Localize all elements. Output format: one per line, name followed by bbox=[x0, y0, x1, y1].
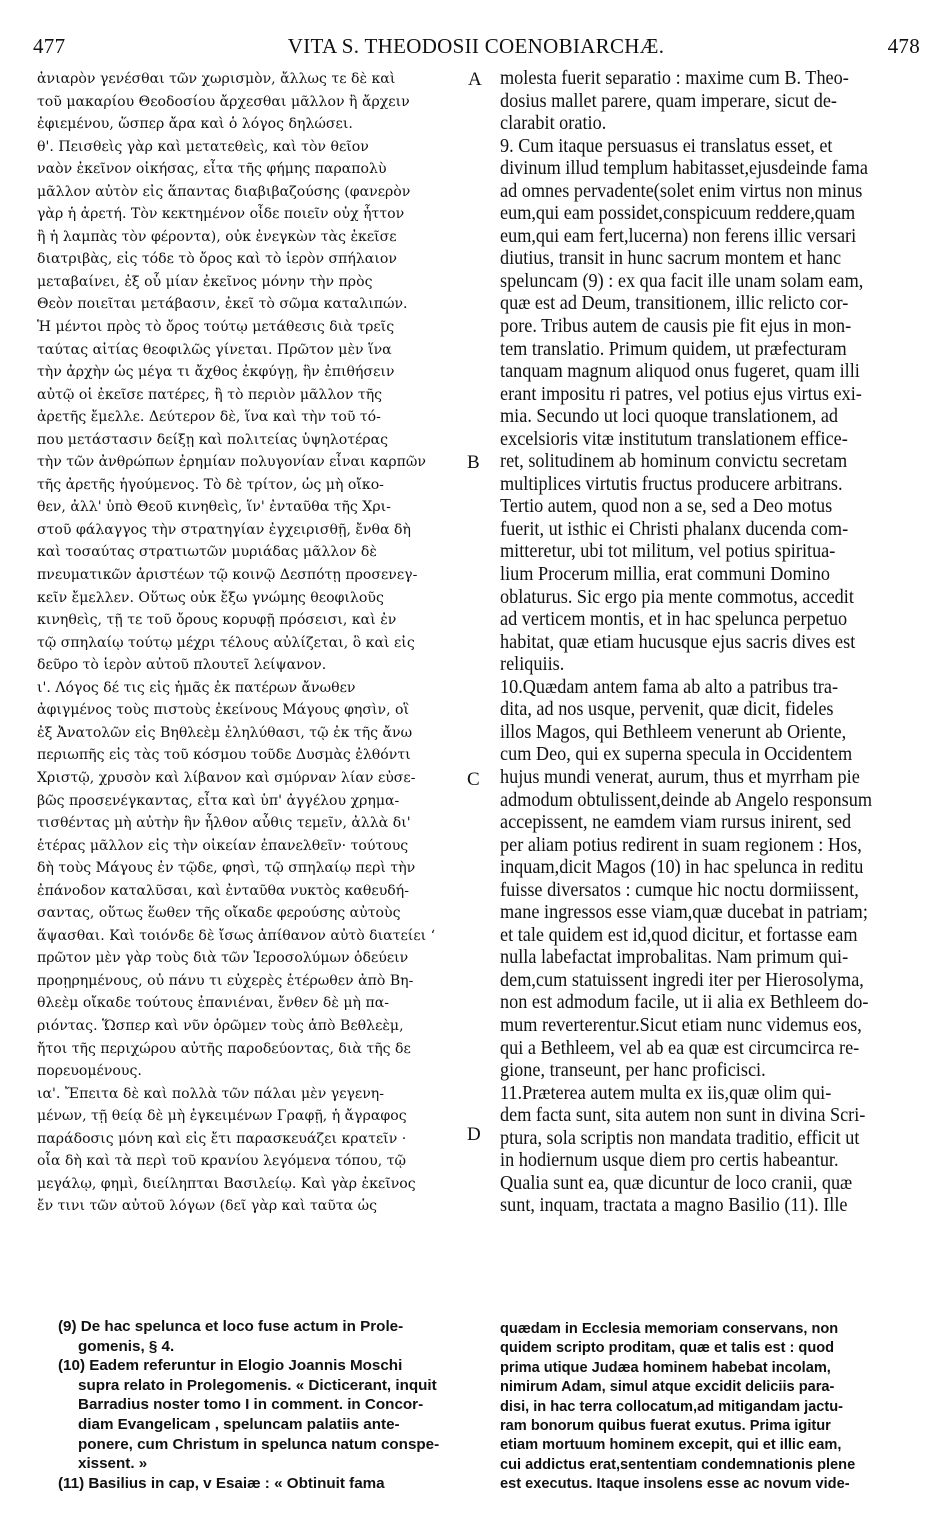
margin-letter-c: C bbox=[467, 769, 480, 790]
greek-text-line: ἅψασθαι. Καὶ τοιόνδε δὲ ἴσως ἀπίθανον αὐτὸ διατείει ‘ bbox=[37, 927, 436, 944]
latin-text-line: 11.Præterea autem multa ex iis,quæ olim qui- bbox=[500, 1082, 832, 1104]
greek-text-line: ι'. Λόγος δέ τις εἰς ἡμᾶς ἐκ πατέρων ἄνωθεν bbox=[37, 679, 356, 696]
latin-text-line: quæ est ad Deum, transitionem, illic relicto cor- bbox=[500, 293, 849, 315]
latin-text-line: eum,qui eam fert,lucerna) non ferens illic versari bbox=[500, 225, 857, 247]
footnote-line: (11) Basilius in cap, v Esaiæ : « Obtinuit fama bbox=[58, 1474, 385, 1492]
latin-text-line: reliquiis. bbox=[500, 654, 565, 676]
latin-text-line: hujus mundi venerat, aurum, thus et myrrham pie bbox=[500, 766, 860, 788]
latin-text-line: mum reverterentur.Sicut etiam nunc videmus eos, bbox=[500, 1014, 862, 1036]
greek-text-line: ἀρετῆς ἔμελλε. Δεύτερον δὲ, ἵνα καὶ τὴν τοῦ τό- bbox=[37, 409, 381, 426]
latin-text-line: inquam,dicit Magos (10) in hac spelunca in reditu bbox=[500, 857, 864, 879]
greek-text-line: τῆς ἀρετῆς ἡγούμενος. Τὸ δὲ τρίτον, ὡς μὴ οἴκο- bbox=[37, 476, 384, 493]
greek-text-line: ριόντας. Ὥσπερ καὶ νῦν ὁρῶμεν τοὺς ἀπὸ Βεθλεὲμ, bbox=[37, 1017, 404, 1034]
latin-text-line: speluncam (9) : ex qua facit ille unam solam eam, bbox=[500, 270, 864, 292]
latin-text-line: diutius, transit in hunc sacrum montem et hanc bbox=[500, 248, 842, 270]
latin-text-line: qui a Bethleem, vel ab ea quæ est circumcirca re- bbox=[500, 1037, 860, 1059]
greek-text-line: καὶ τοσαύτας στρατιωτῶν μυριάδας μᾶλλον δὲ bbox=[37, 544, 377, 561]
greek-text-line: τῷ σπηλαίῳ τούτῳ μέχρι τέλους αὐλίζεται, ὃ καὶ εἰς bbox=[37, 634, 415, 651]
footnote-line: nimirum Adam, simul atque excidit deliciis para- bbox=[500, 1379, 835, 1396]
greek-text-line: τισθέντας μὴ αὐτὴν ἣν ἦλθον αὖθις τεμεῖν, ἀλλὰ δι' bbox=[37, 815, 411, 832]
greek-text-line: κινηθεὶς, τῇ τε τοῦ ὄρους κορυφῇ πρόσεισι, καὶ ἐν bbox=[37, 612, 397, 629]
margin-letter-b: B bbox=[467, 452, 480, 473]
latin-text-line: ret, solitudinem ab hominum convictu secretam bbox=[500, 451, 848, 473]
latin-text-line: mia. Secundo ut loci quoque translationem, ad bbox=[500, 406, 839, 428]
greek-text-line: που μετάστασιν δείξῃ καὶ πολιτείας ὑψηλοτέρας bbox=[37, 431, 389, 448]
footnotes-right bbox=[500, 1320, 920, 1495]
greek-text-line: ἤτοι τῆς περιχώρου αὐτῆς παροδεύοντας, διὰ τῆς δε bbox=[37, 1040, 411, 1057]
latin-text-line: accepissent, ne eamdem viam rursus inirent, sed bbox=[500, 812, 852, 834]
latin-text-line: molesta fuerit separatio : maxime cum B. Theo- bbox=[500, 68, 849, 89]
latin-text-line: habitat, quæ etiam hucusque ejus sacris dives est bbox=[500, 631, 856, 653]
footnote-line: supra relato in Prolegomenis. « Dicticerant, inquit bbox=[78, 1376, 437, 1394]
latin-text-line: 9. Cum itaque persuasus ei translatus esset, et bbox=[500, 135, 833, 157]
greek-text-line: μένων, τῇ θείᾳ δὲ μὴ ἐγκειμένων Γραφῇ, ἡ ἄγραφος bbox=[37, 1108, 407, 1125]
greek-text-line: ἀνιαρὸν γενέσθαι τῶν χωρισμὸν, ἄλλως τε δὲ καὶ bbox=[37, 71, 396, 87]
latin-text-line: oblaturus. Sic ergo pia mente commotus, accedit bbox=[500, 586, 854, 608]
greek-text-line: διατριβὰς, εἰς τόδε τὸ ὄρος καὶ τὸ ἱερὸν σπήλαιον bbox=[37, 251, 397, 268]
greek-text-line: πρῶτον μὲν γὰρ τοὺς διὰ τῶν Ἱεροσολύμων ὁδεύειν bbox=[37, 950, 409, 967]
latin-text-line: fuerit, ut isthic ei Christi phalanx ducenda com- bbox=[500, 518, 849, 540]
latin-text-line: dita, ad nos usque, pervenit, quæ dicit, fideles bbox=[500, 699, 834, 721]
greek-text-line: Χριστῷ, χρυσὸν καὶ λίβανον καὶ σμύρναν λίαν εὐσε- bbox=[37, 769, 416, 786]
footnote-line: ponere, cum Christum in spelunca natum conspe- bbox=[78, 1435, 440, 1453]
latin-text-line: erant impositu ri patres, vel potius ejus virtus exi- bbox=[500, 383, 862, 405]
greek-text-line: γὰρ ἡ ἀρετή. Τὸν κεκτημένον οἶδε ποιεῖν οὐχ ἧττον bbox=[37, 206, 405, 223]
footnotes-left bbox=[58, 1317, 478, 1493]
greek-text-line: ἀφιγμένος τοὺς πιστοὺς ἐκείνους Μάγους φησὶν, οἳ bbox=[37, 702, 410, 719]
running-header bbox=[0, 34, 952, 62]
greek-text-line: αὐτῷ οἱ ἐκεῖσε πατέρες, ἢ τὸ περιὸν μᾶλλον τῆς bbox=[37, 386, 383, 403]
greek-text-line: τοῦ μακαρίου Θεοδοσίου ἄρχεσθαι μᾶλλον ἢ ἄρχειν bbox=[37, 93, 410, 110]
greek-text-line: βῶς προσενέγκαντας, εἶτα καὶ ὑπ' ἀγγέλου χρημα- bbox=[37, 792, 400, 809]
latin-text-line: per aliam potius redirent in suam regionem : Hos, bbox=[500, 834, 862, 856]
greek-column bbox=[37, 68, 465, 1218]
greek-text-line: θλεὲμ οἴκαδε τούτους ἐπανιέναι, ἔνθεν δὲ μὴ πα- bbox=[37, 995, 390, 1012]
latin-text-line: illos Magos, qui Bethleem venerunt ab Oriente, bbox=[500, 721, 847, 743]
latin-text-line: gione, transeunt, per hanc proficisci. bbox=[500, 1060, 766, 1082]
latin-text-line: ptura, sola scriptis non mandata traditio, efficit ut bbox=[500, 1127, 860, 1149]
greek-text-line: ἐφιεμένου, ὥσπερ ἄρα καὶ ὁ λόγος δηλώσει. bbox=[37, 116, 353, 133]
footnote-line: prima utique Judæa hominem habebat incolam, bbox=[500, 1359, 831, 1376]
greek-text-line: θεν, ἀλλ' ὑπὸ Θεοῦ κινηθεὶς, ἵν' ἐνταῦθα τῆς Χρι- bbox=[37, 499, 391, 516]
latin-text-line: tanquam magnum aliquod onus fugeret, quam illi bbox=[500, 361, 860, 383]
latin-text-line: non est admodum facile, ut ii alia ex Bethleem do- bbox=[500, 992, 869, 1014]
latin-text-line: excelsioris vitæ institutum translationem effice- bbox=[500, 428, 848, 450]
greek-text-line: θ'. Πεισθεὶς γὰρ καὶ μετατεθεὶς, καὶ τὸν θεῖον bbox=[37, 138, 369, 155]
latin-text-line: fuisse diversatos : cumque hic noctu dormiissent, bbox=[500, 879, 859, 901]
footnote-line: quædam in Ecclesia memoriam conservans, non bbox=[500, 1321, 839, 1337]
greek-text-line: οἷα δὴ καὶ τὰ περὶ τοῦ κρανίου λεγόμενα τόπου, τῷ bbox=[37, 1153, 406, 1170]
footnote-line: cui addictus erat,sententiam condemnationis plene bbox=[500, 1456, 856, 1473]
footnote-line: disi, in hac terra collocatum,ad mitigandam jactu- bbox=[500, 1398, 844, 1415]
footnote-line: (9) De hac spelunca et loco fuse actum in Prole- bbox=[58, 1318, 404, 1335]
margin-letter-a: A bbox=[468, 69, 482, 90]
greek-text-line: περιωπῆς εἰς τὰς τοῦ κόσμου τοῦδε Δυσμὰς ἐλθόντι bbox=[37, 747, 411, 764]
greek-text-line: Θεὸν ποιεῖται μετάβασιν, ἐκεῖ τὸ σῶμα καταλιπών. bbox=[37, 296, 408, 313]
greek-text-line: ἢ ἡ λαμπὰς τὸν φέροντα), οὐκ ἐνεγκὼν τὰς ἐκεῖσε bbox=[37, 228, 397, 245]
page-number-left: 477 bbox=[33, 34, 66, 58]
greek-text-line: ἐπάνοδον καταλῦσαι, καὶ ἐνταῦθα νυκτὸς καθευδή- bbox=[37, 882, 409, 899]
greek-text-line: ἑτέρας μᾶλλον εἰς τὴν οἰκείαν ἐπανελθεῖν· τούτους bbox=[37, 837, 409, 854]
greek-text-line: τὴν τῶν ἀνθρώπων ἐρημίαν πολυγονίαν εἶναι καρπῶν bbox=[37, 454, 426, 471]
footnote-line: Barradius noster tomo I in comment. in Concor- bbox=[78, 1396, 424, 1414]
greek-text-line: δεῦρο τὸ ἱερὸν αὐτοῦ πλουτεῖ λείψανον. bbox=[37, 657, 327, 674]
footnote-line: diam Evangelicam , speluncam palatiis ante- bbox=[78, 1415, 400, 1433]
footnote-line: gomenis, § 4. bbox=[78, 1337, 175, 1355]
latin-text-line: dem,cum statuissent ingredi iter per Hierosolyma, bbox=[500, 969, 864, 991]
greek-text-line: δὴ τοὺς Μάγους ἐν τῷδε, φησὶ, τῷ σπηλαίῳ περὶ τὴν bbox=[37, 860, 416, 877]
greek-text-line: κεῖν ἔμελλεν. Οὕτως οὐκ ἔξω γνώμης θεοφιλοῦς bbox=[37, 589, 384, 606]
greek-text-line: παράδοσις μόνη καὶ εἰς ἔτι παρασκευάζει κρατεῖν · bbox=[37, 1130, 407, 1147]
footnote-line: etiam mortuum hominem excepit, qui et illic eam, bbox=[500, 1437, 842, 1454]
latin-text-line: Qualia sunt ea, quæ dicuntur de loco cranii, quæ bbox=[500, 1172, 853, 1194]
greek-text-line: προῃρημένους, οὐ πάνυ τι εὐχερὲς ἑτέρωθεν ἀπὸ Βη- bbox=[37, 972, 414, 989]
latin-text-line: nulla labefactat improbalitas. Nam primum qui- bbox=[500, 947, 849, 969]
margin-letter-d: D bbox=[467, 1124, 481, 1145]
latin-text-line: ad verticem montis, et in hac spelunca perpetuo bbox=[500, 609, 848, 631]
latin-text-line: sunt, inquam, tractata a magno Basilio (11). Ille bbox=[500, 1195, 848, 1217]
latin-text-line: dosius mallet parere, quam imperare, sicut de- bbox=[500, 90, 837, 112]
latin-text-line: mitteretur, ubi tot militum, vel potius spiritua- bbox=[500, 541, 836, 563]
greek-text-line: ἔν τινι τῶν αὐτοῦ λόγων (δεῖ γὰρ καὶ ταῦτα ὡς bbox=[37, 1198, 378, 1215]
latin-text-line: 10.Quædam antem fama ab alto a patribus tra- bbox=[500, 676, 839, 698]
latin-text-line: ad omnes pervadente(solet enim virtus non minus bbox=[500, 180, 863, 202]
greek-text-line: μεταβαίνει, ἐξ οὗ μίαν ἐκεῖνος μόνην τὴν πρὸς bbox=[37, 273, 373, 290]
latin-text-line: Tertio autem, quod non a se, sed a Deo motus bbox=[500, 496, 833, 518]
footnote-line: quidem scripto proditam, quæ et talis est : quod bbox=[500, 1340, 835, 1357]
page-number-right: 478 bbox=[887, 34, 920, 58]
latin-text-line: in hodiernum usque diem pro certis habeantur. bbox=[500, 1150, 839, 1172]
greek-text-line: τὴν ἀρχὴν ὡς μέγα τι ἄχθος ἐκφύγῃ, ἣν ἐπιθήσειν bbox=[37, 364, 395, 381]
latin-text-line: admodum obtulissent,deinde ab Angelo responsum bbox=[500, 789, 872, 811]
greek-text-line: ἐξ Ἀνατολῶν εἰς Βηθλεὲμ ἐληλύθασι, τῷ ἐκ τῆς ἄνω bbox=[37, 724, 413, 741]
latin-text-line: pore. Tribus autem de causis pie fit ejus in mon- bbox=[500, 316, 852, 338]
footnote-line: ram bonorum quibus fuerat exutus. Prima igitur bbox=[500, 1417, 831, 1434]
latin-text-line: mane ingressos esse viam,quæ ducebat in patriam; bbox=[500, 902, 868, 924]
greek-text-line: πορευομένους. bbox=[37, 1063, 142, 1080]
greek-text-line: ταύτας αἰτίας θεοφιλῶς γίνεται. Πρῶτον μὲν ἵνα bbox=[37, 341, 392, 358]
latin-text-line: eum,qui eam possidet,conspicuum reddere,quam bbox=[500, 203, 856, 225]
latin-column bbox=[500, 68, 917, 1218]
greek-text-line: ια'. Ἔπειτα δὲ καὶ πολλὰ τῶν πάλαι μὲν γεγενη- bbox=[37, 1085, 385, 1102]
latin-text-line: divinum illud templum habitasset,ejusdeinde fama bbox=[500, 158, 868, 180]
greek-text-line: ναὸν ἐκεῖνον οἰκήσας, εἶτα τῆς φήμης παραπολὺ bbox=[37, 161, 387, 178]
greek-text-line: μᾶλλον αὐτὸν εἰς ἅπαντας διαβιβαζούσης (φανερὸν bbox=[37, 183, 411, 200]
latin-text-line: et tale quidem est id,quod dicitur, et fortasse eam bbox=[500, 924, 858, 946]
latin-text-line: multiplices virtutis fructus producere arbitrans. bbox=[500, 473, 843, 495]
footnote-line: xissent. » bbox=[78, 1455, 148, 1473]
greek-text-line: Ἡ μέντοι πρὸς τὸ ὄρος τούτῳ μετάθεσις διὰ τρεῖς bbox=[37, 319, 395, 336]
running-title: VITA S. THEODOSII COENOBIARCHÆ. bbox=[287, 34, 665, 58]
latin-text-line: clarabit oratio. bbox=[500, 113, 607, 135]
latin-text-line: lium Procerum millia, erat communi Domino bbox=[500, 564, 830, 586]
latin-text-line: cum Deo, qui ex superna specula in Occidentem bbox=[500, 744, 853, 766]
greek-text-line: πνευματικῶν ἀριστέων τῷ κοινῷ Δεσπότῃ προσενεγ- bbox=[37, 567, 418, 584]
footnote-line: est executus. Itaque insolens esse ac novum vide- bbox=[500, 1476, 850, 1493]
greek-text-line: στοῦ φάλαγγος τὴν στρατηγίαν ἐγχειρισθῇ, ἔνθα δὴ bbox=[37, 521, 411, 538]
greek-text-line: μεγάλῳ, φημὶ, διείληπται Βασιλείῳ. Καὶ γὰρ ἐκεῖνος bbox=[37, 1175, 416, 1192]
latin-text-line: tem translatio. Primum quidem, ut præfecturam bbox=[500, 338, 847, 360]
greek-text-line: σαντας, οὕτως ἕωθεν τῆς οἴκαδε φερούσης αὐτοὺς bbox=[37, 905, 401, 922]
latin-text-line: dem facta sunt, sita autem non sunt in divina Scri- bbox=[500, 1105, 866, 1127]
footnote-line: (10) Eadem referuntur in Elogio Joannis Moschi bbox=[58, 1357, 403, 1375]
